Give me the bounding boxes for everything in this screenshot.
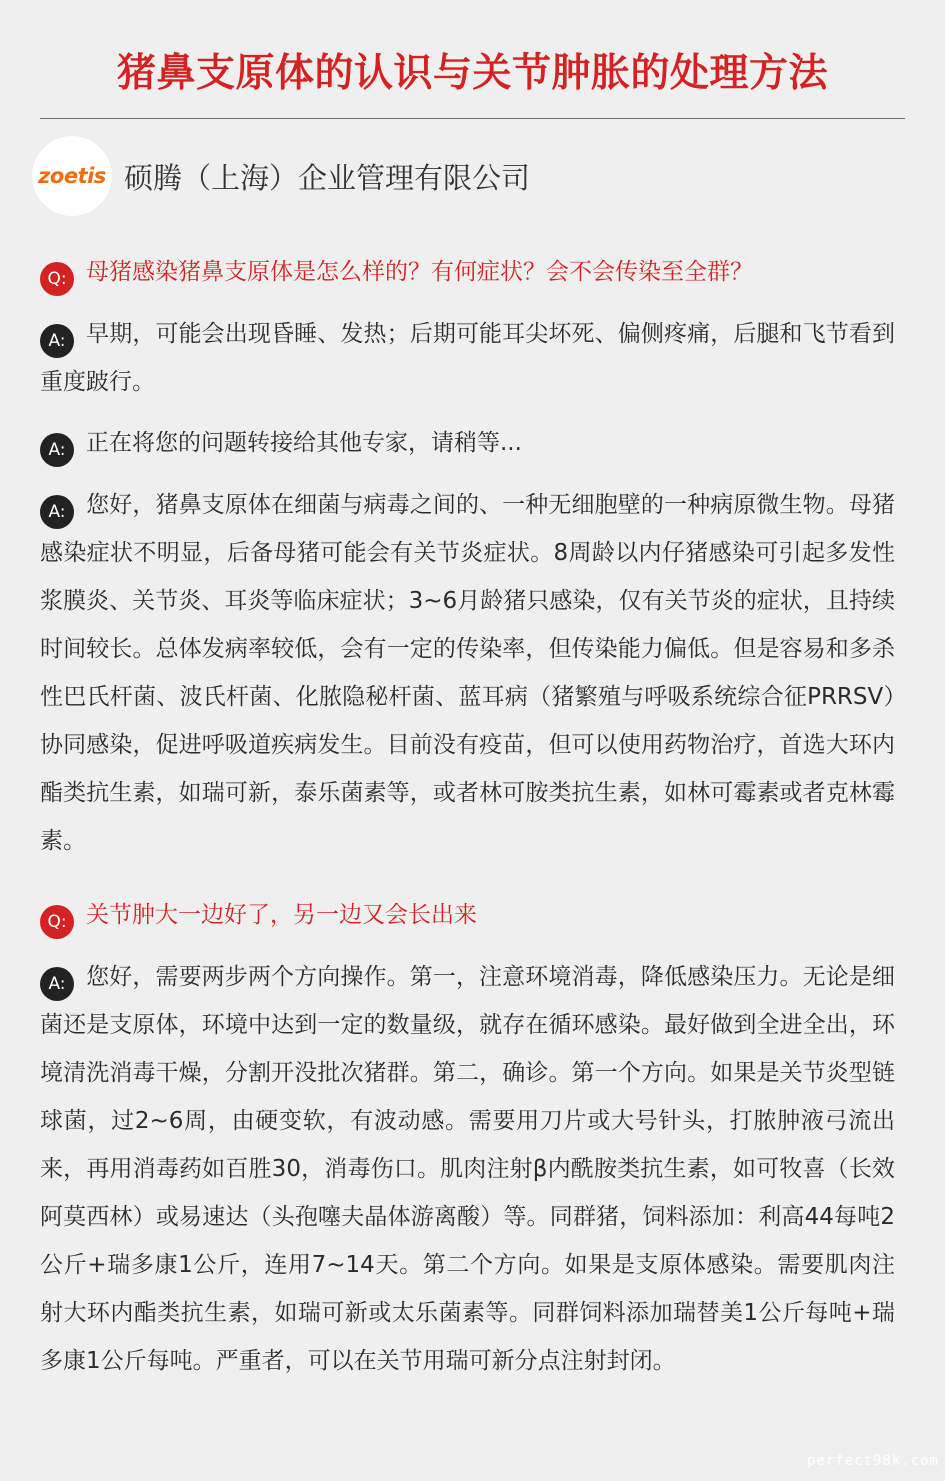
answer-badge-icon: A: xyxy=(40,967,74,1001)
company-logo xyxy=(32,136,112,216)
answer-3-text: 您好，猪鼻支原体在细菌与病毒之间的、一种无细胞壁的一种病原微生物。母猪感染症状不明显，后备母猪可能会有关节炎症状。8周龄以内仔猪感染可引起多发性浆膜炎、关节炎、耳炎等临床症状；3~6月龄猪只感染，仅有关节炎的症状，且持续时间较长。总体发病率较低，会有一定的传染率，但传染能力偏低。但是容易和多杀性巴氏杆菌、波氏杆菌、化脓隐秘杆菌、蓝耳病（猪繁殖与呼吸系统综合征PRRSV）协同感染，促进呼吸道疾病发生。目前没有疫苗，但可以使用药物治疗，首选大环内酯类抗生素，如瑞可新，泰乐菌素等，或者林可胺类抗生素，如林可霉素或者克林霉素。 xyxy=(40,492,895,854)
answer-4 xyxy=(40,953,895,1385)
question-badge-icon: Q: xyxy=(40,262,74,296)
answer-4-text: 您好，需要两步两个方向操作。第一，注意环境消毒，降低感染压力。无论是细菌还是支原体，环境中达到一定的数量级，就存在循环感染。最好做到全进全出，环境清洗消毒干燥，分割开没批次猪群。第二，确诊。第一个方向。如果是关节炎型链球菌，过2~6周，由硬变软，有波动感。需要用刀片或大号针头，打脓肿液弓流出来，再用消毒药如百胜30，消毒伤口。肌肉注射β内酰胺类抗生素，如可牧喜（长效阿莫西林）或易速达（头孢噻夫晶体游离酸）等。同群猪，饲料添加：利高44每吨2公斤+瑞多康1公斤，连用7~14天。第二个方向。如果是支原体感染。需要肌肉注射大环内酯类抗生素，如瑞可新或太乐菌素等。同群饲料添加瑞替美1公斤每吨+瑞多康1公斤每吨。严重者，可以在关节用瑞可新分点注射封闭。 xyxy=(40,964,895,1374)
page-title: 猪鼻支原体的认识与关节肿胀的处理方法 xyxy=(116,51,828,96)
question-1 xyxy=(40,248,895,296)
question-2-text: 关节肿大一边好了，另一边又会长出来 xyxy=(86,902,477,928)
answer-1 xyxy=(40,310,895,406)
question-badge-icon: Q: xyxy=(40,905,74,939)
answer-1-text: 早期，可能会出现昏睡、发热；后期可能耳尖坏死、偏侧疼痛，后腿和飞节看到重度跛行。 xyxy=(40,321,895,395)
answer-badge-icon: A: xyxy=(40,433,74,467)
logo-wordmark: zoetis xyxy=(38,164,106,188)
answer-2 xyxy=(40,419,895,467)
answer-2-text: 正在将您的问题转接给其他专家，请稍等... xyxy=(86,430,522,456)
answer-badge-icon: A: xyxy=(40,324,74,358)
question-1-text: 母猪感染猪鼻支原体是怎么样的？有何症状？会不会传染至全群？ xyxy=(86,259,753,285)
watermark: perfect98k.com xyxy=(806,1453,939,1469)
answer-3 xyxy=(40,481,895,865)
question-2 xyxy=(40,891,895,939)
title-divider xyxy=(40,118,905,119)
company-name: 硕腾（上海）企业管理有限公司 xyxy=(124,160,531,195)
answer-badge-icon: A: xyxy=(40,495,74,529)
company-header xyxy=(32,135,530,217)
